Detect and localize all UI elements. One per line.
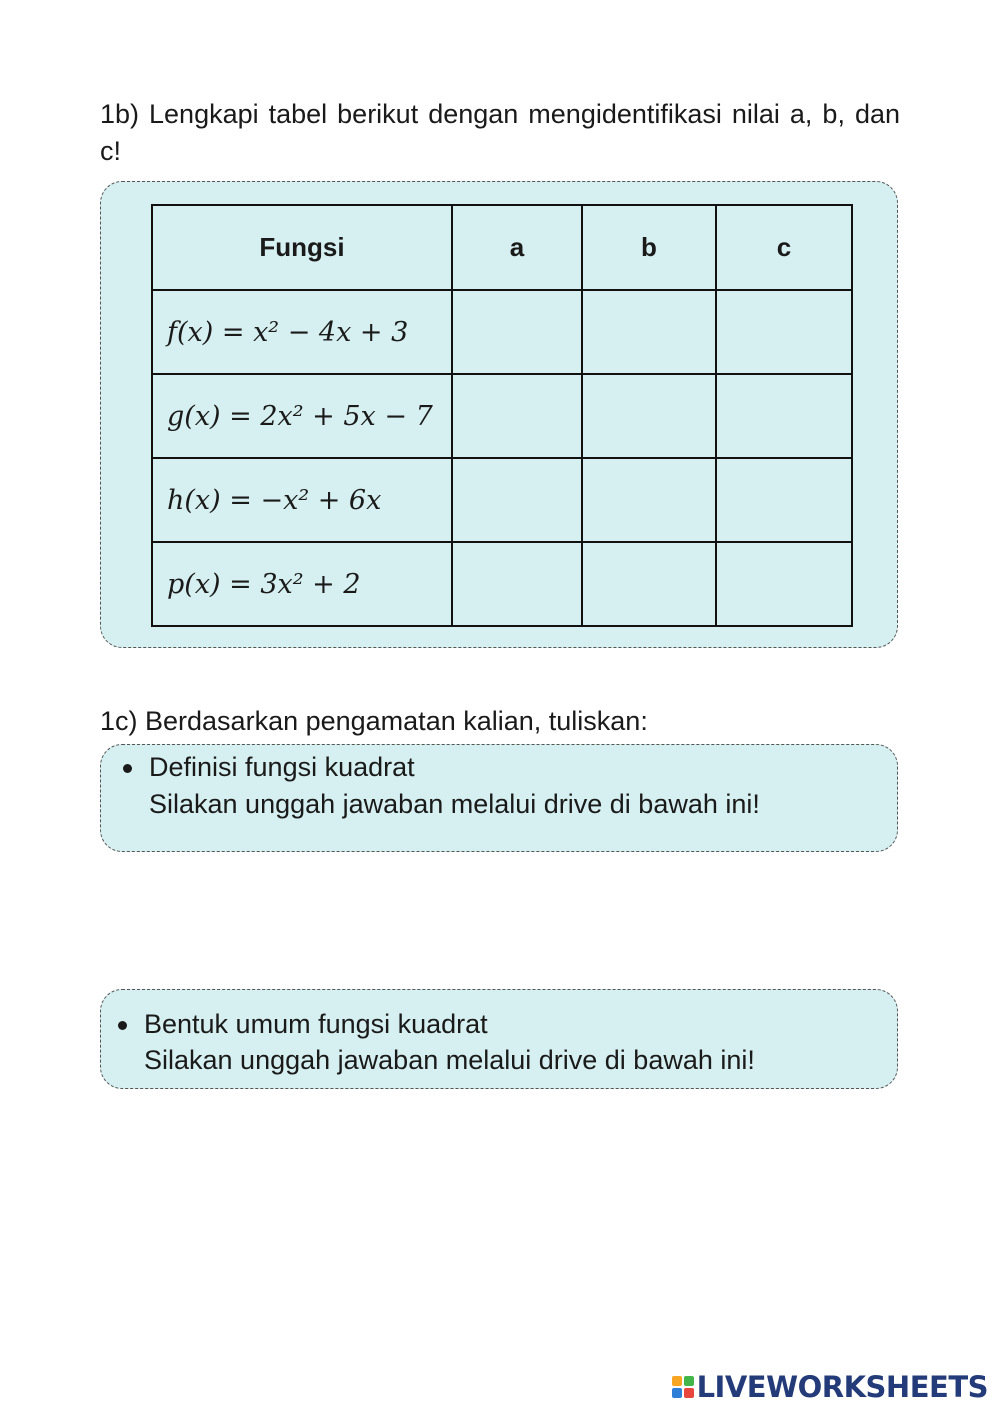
table-row bbox=[152, 542, 852, 626]
table-row bbox=[152, 458, 852, 542]
definition-title: Definisi fungsi kuadrat bbox=[149, 752, 415, 782]
general-form-title: Bentuk umum fungsi kuadrat bbox=[144, 1009, 488, 1039]
answer-h-b[interactable] bbox=[582, 458, 716, 542]
answer-f-b[interactable] bbox=[582, 290, 716, 374]
table-row bbox=[152, 290, 852, 374]
question-1b: 1b) Lengkapi tabel berikut dengan mengidentifikasi nilai a, b, dan c! bbox=[100, 99, 900, 166]
function-f: f(x) = x² − 4x + 3 bbox=[152, 290, 452, 374]
logo-text: LIVEWORKSHEETS bbox=[696, 1370, 988, 1404]
answer-g-b[interactable] bbox=[582, 374, 716, 458]
answer-p-c[interactable] bbox=[716, 542, 852, 626]
header-a: a bbox=[452, 205, 582, 290]
answer-h-a[interactable] bbox=[452, 458, 582, 542]
answer-p-b[interactable] bbox=[582, 542, 716, 626]
function-h: h(x) = −x² + 6x bbox=[152, 458, 452, 542]
answer-f-a[interactable] bbox=[452, 290, 582, 374]
question-1c: 1c) Berdasarkan pengamatan kalian, tuliskan: bbox=[100, 706, 648, 736]
function-p: p(x) = 3x² + 2 bbox=[152, 542, 452, 626]
table-panel bbox=[100, 181, 898, 648]
bullet-icon bbox=[118, 1021, 127, 1030]
answer-h-c[interactable] bbox=[716, 458, 852, 542]
logo-icon bbox=[672, 1376, 694, 1398]
table-row bbox=[152, 374, 852, 458]
function-g: g(x) = 2x² + 5x − 7 bbox=[152, 374, 452, 458]
answer-g-c[interactable] bbox=[716, 374, 852, 458]
header-fungsi: Fungsi bbox=[152, 205, 452, 290]
general-form-answer-box[interactable] bbox=[100, 989, 898, 1089]
definition-answer-box[interactable] bbox=[100, 744, 898, 852]
bullet-icon bbox=[123, 764, 132, 773]
answer-g-a[interactable] bbox=[452, 374, 582, 458]
general-form-instruction: Silakan unggah jawaban melalui drive di bawah ini! bbox=[144, 1045, 755, 1075]
answer-f-c[interactable] bbox=[716, 290, 852, 374]
header-c: c bbox=[716, 205, 852, 290]
liveworksheets-logo bbox=[672, 1370, 988, 1404]
header-b: b bbox=[582, 205, 716, 290]
coefficients-table bbox=[151, 204, 853, 627]
definition-instruction: Silakan unggah jawaban melalui drive di bawah ini! bbox=[149, 789, 760, 819]
table-header-row bbox=[152, 205, 852, 290]
answer-p-a[interactable] bbox=[452, 542, 582, 626]
